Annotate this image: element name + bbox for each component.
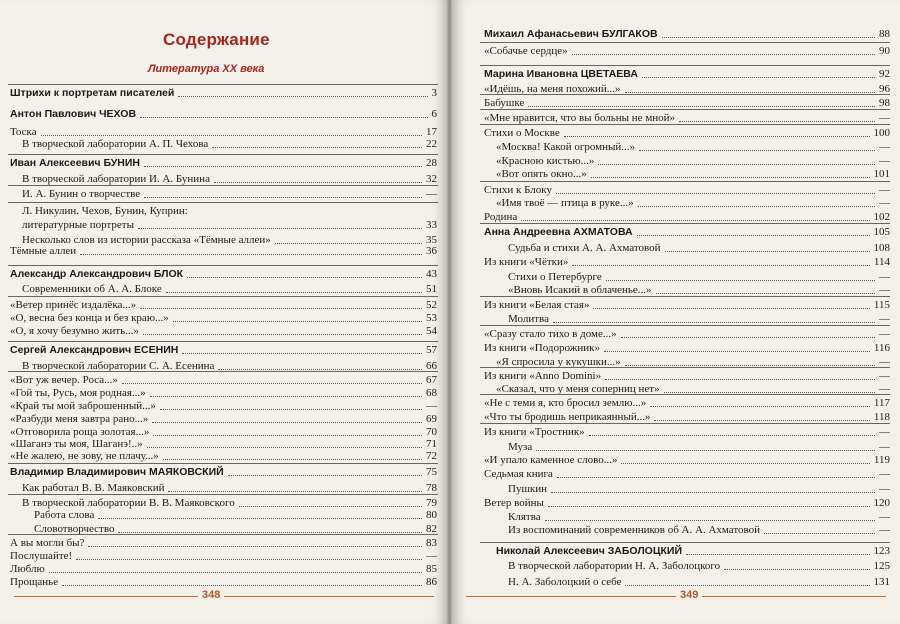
separator-line [8, 265, 438, 266]
toc-entry-title: Н. А. Заболоцкий о себе [508, 576, 622, 588]
toc-entry-title: Работа слова [34, 509, 95, 521]
separator-line [480, 423, 890, 424]
leader-dots [62, 585, 422, 586]
toc-entry-page: 85 [426, 563, 437, 575]
leader-dots [173, 321, 422, 322]
left-page [0, 0, 447, 624]
toc-entry-page: 36 [426, 245, 437, 257]
toc-entry[interactable] [10, 268, 437, 281]
toc-entry-title: Из воспоминаний современников об А. А. Ахматовой [508, 524, 761, 536]
toc-entry[interactable] [22, 283, 437, 296]
toc-entry[interactable] [508, 271, 890, 284]
toc-entry-page: 68 [426, 387, 437, 399]
toc-entry-title: «Сказал, что у меня соперниц нет» [496, 383, 660, 395]
toc-entry-title: «Разбуди меня завтра рано...» [10, 413, 149, 425]
toc-entry[interactable] [10, 312, 437, 325]
leader-dots [548, 506, 870, 507]
toc-entry-title: Клятва [508, 511, 541, 523]
toc-entry-title: «Не жалею, не зову, не плачу...» [10, 450, 159, 462]
toc-entry-title: Современники об А. А. Блоке [22, 283, 162, 295]
toc-entry-page: — [426, 400, 437, 412]
toc-entry[interactable] [484, 299, 890, 312]
separator-line [8, 185, 438, 186]
toc-entry-page: — [879, 328, 890, 340]
separator-line [8, 296, 438, 297]
toc-entry-title: «Вот опять окно...» [496, 168, 587, 180]
toc-entry[interactable] [484, 28, 890, 41]
leader-dots [143, 334, 422, 335]
toc-entry-title: Послушайте! [10, 550, 73, 562]
toc-entry[interactable] [22, 138, 437, 151]
leader-dots [551, 492, 875, 493]
toc-entry[interactable] [10, 387, 437, 400]
toc-entry-page: — [879, 141, 890, 153]
leader-dots [593, 308, 869, 309]
leader-dots [556, 193, 875, 194]
toc-entry[interactable] [508, 560, 890, 573]
toc-entry-title: «Вновь Исакий в облаченье...» [508, 284, 652, 296]
toc-entry-page: 79 [426, 497, 437, 509]
toc-entry-page: 114 [873, 256, 890, 268]
toc-entry-title: В творческой лаборатории В. В. Маяковского [22, 497, 235, 509]
toc-entry-page: 102 [873, 211, 890, 223]
toc-entry-title: Несколько слов из истории рассказа «Тёмные аллеи» [22, 234, 271, 246]
toc-entry[interactable] [484, 370, 890, 383]
toc-entry-page: — [879, 468, 890, 480]
toc-entry-page: 3 [431, 87, 437, 99]
toc-entry[interactable] [10, 466, 437, 479]
page-number: 349 [676, 589, 702, 601]
toc-entry-page: 33 [426, 219, 437, 231]
toc-entry[interactable] [484, 468, 890, 481]
toc-entry-title: «Шаганэ ты моя, Шаганэ!..» [10, 438, 143, 450]
toc-entry[interactable] [508, 576, 890, 589]
toc-entry[interactable] [484, 454, 890, 467]
toc-entry-title: Из книги «Подорожник» [484, 342, 600, 354]
toc-entry-page: 118 [873, 411, 890, 423]
toc-entry-page: — [879, 184, 890, 196]
leader-dots [564, 136, 870, 137]
toc-entry-title: Л. Никулин. Чехов, Бунин, Куприн: [22, 205, 188, 217]
separator-line [480, 124, 890, 125]
leader-dots [80, 254, 422, 255]
toc-entry-page: 71 [426, 438, 437, 450]
toc-entry-page: 131 [873, 576, 890, 588]
leader-dots [140, 117, 427, 118]
toc-entry[interactable] [10, 563, 437, 576]
leader-dots [589, 435, 875, 436]
leader-dots [604, 351, 870, 352]
toc-entry-page: 66 [426, 360, 437, 372]
toc-entry-title: Бабушке [484, 97, 525, 109]
toc-entry[interactable] [508, 524, 890, 537]
toc-entry-title: «Ветер принёс издалёка...» [10, 299, 137, 311]
toc-entry-page: — [879, 524, 890, 536]
toc-entry[interactable] [10, 450, 437, 463]
separator-line [480, 223, 890, 224]
separator-line [8, 371, 438, 372]
toc-entry-page: — [879, 383, 890, 395]
leader-dots [664, 392, 875, 393]
leader-dots [621, 463, 869, 464]
toc-entry-title: Пушкин [508, 483, 548, 495]
separator-line [8, 154, 438, 155]
toc-entry-page: 125 [873, 560, 890, 572]
toc-entry-page: 54 [426, 325, 437, 337]
leader-dots [228, 475, 422, 476]
leader-dots [642, 77, 875, 78]
toc-entry-page: — [879, 112, 890, 124]
leader-dots [178, 96, 427, 97]
toc-entry-title: «Сразу стало тихо в доме...» [484, 328, 617, 340]
toc-entry-page: 80 [426, 509, 437, 521]
leader-dots [160, 409, 422, 410]
leader-dots [656, 293, 875, 294]
toc-entry-title: «Идёшь, на меня похожий...» [484, 83, 621, 95]
toc-entry-page: — [879, 271, 890, 283]
toc-entry-page: — [879, 313, 890, 325]
toc-entry-page: 88 [879, 28, 890, 40]
toc-entry-page: — [879, 483, 890, 495]
toc-entry-page: 83 [426, 537, 437, 549]
toc-entry-title: Словотворчество [34, 523, 115, 535]
leader-dots [153, 435, 422, 436]
toc-entry-page: 22 [426, 138, 437, 150]
leader-dots [662, 37, 875, 38]
toc-entry[interactable] [484, 256, 890, 269]
toc-entry-title: Родина [484, 211, 518, 223]
toc-entry-title: Из книги «Тростник» [484, 426, 585, 438]
leader-dots [637, 235, 870, 236]
toc-entry-title: Александр Александрович БЛОК [10, 268, 184, 280]
toc-entry[interactable] [484, 127, 890, 140]
leader-dots [528, 106, 875, 107]
leader-dots [545, 520, 875, 521]
toc-entry[interactable] [496, 197, 890, 210]
toc-entry-title: Как работал В. В. Маяковский [22, 482, 165, 494]
leader-dots [654, 420, 869, 421]
toc-entry[interactable] [22, 219, 437, 232]
toc-entry[interactable] [496, 155, 890, 168]
toc-title: Содержание [163, 30, 270, 49]
leader-dots [212, 147, 422, 148]
leader-dots [163, 459, 422, 460]
toc-entry-page: — [879, 284, 890, 296]
toc-entry[interactable] [484, 184, 890, 197]
toc-entry-title: Антон Павлович ЧЕХОВ [10, 108, 137, 120]
toc-entry[interactable] [10, 374, 437, 387]
toc-entry-title: «Москва! Какой огромный...» [496, 141, 636, 153]
toc-entry-title: «Гой ты, Русь, моя родная...» [10, 387, 146, 399]
leader-dots [147, 447, 422, 448]
leader-dots [553, 322, 875, 323]
toc-entry-title: Марина Ивановна ЦВЕТАЕВА [484, 68, 638, 80]
toc-entry-page: — [879, 356, 890, 368]
toc-entry-title: «О, я хочу безумно жить...» [10, 325, 139, 337]
leader-dots [536, 450, 875, 451]
toc-entry-title: Стихи о Петербурге [508, 271, 602, 283]
toc-entry-page: — [879, 511, 890, 523]
toc-entry-title: Штрихи к портретам писателей [10, 87, 175, 99]
toc-entry[interactable] [10, 157, 437, 170]
leader-dots [168, 491, 422, 492]
toc-entry-title: Муза [508, 441, 533, 453]
toc-entry-page: 52 [426, 299, 437, 311]
leader-dots [665, 251, 870, 252]
leader-dots [122, 383, 422, 384]
toc-entry-title: Из книги «Чётки» [484, 256, 569, 268]
leader-dots [606, 280, 875, 281]
leader-dots [98, 518, 422, 519]
separator-line [480, 296, 890, 297]
toc-entry[interactable] [10, 550, 437, 563]
page-number: 348 [198, 589, 224, 601]
toc-entry[interactable] [484, 342, 890, 355]
toc-entry[interactable] [10, 576, 437, 589]
right-page [452, 0, 900, 624]
toc-entry[interactable] [508, 511, 890, 524]
toc-entry-title: В творческой лаборатории И. А. Бунина [22, 173, 210, 185]
leader-dots [214, 182, 422, 183]
toc-entry[interactable] [22, 188, 437, 201]
leader-dots [187, 277, 422, 278]
toc-entry-page: 96 [879, 83, 890, 95]
toc-entry-page: 67 [426, 374, 437, 386]
separator-line [8, 84, 438, 85]
toc-entry-title: В творческой лаборатории Н. А. Заболоцкого [508, 560, 721, 572]
leader-dots [639, 150, 875, 151]
toc-entry[interactable] [10, 537, 437, 550]
toc-entry-title: Михаил Афанасьевич БУЛГАКОВ [484, 28, 658, 40]
toc-entry-page: 117 [873, 397, 890, 409]
toc-entry[interactable] [484, 328, 890, 341]
toc-entry[interactable] [508, 483, 890, 496]
toc-entry-page: 28 [426, 157, 437, 169]
leader-dots [182, 353, 422, 354]
toc-entry-page: 43 [426, 268, 437, 280]
toc-entry-page: 115 [873, 299, 890, 311]
toc-entry[interactable] [10, 245, 437, 258]
toc-entry[interactable] [484, 497, 890, 510]
leader-dots [764, 533, 875, 534]
toc-entry[interactable] [10, 400, 437, 413]
toc-entry-page: 98 [879, 97, 890, 109]
leader-dots [686, 554, 869, 555]
separator-line [480, 42, 890, 43]
toc-entry[interactable] [484, 226, 890, 239]
toc-entry-title: Ветер войны [484, 497, 544, 509]
toc-entry-page: 35 [426, 234, 437, 246]
leader-dots [650, 406, 870, 407]
toc-entry[interactable] [34, 509, 437, 522]
leader-dots [49, 572, 422, 573]
toc-entry-page: — [426, 188, 437, 200]
toc-entry-page: 90 [879, 45, 890, 57]
toc-entry-title: Из книги «Anno Domini» [484, 370, 602, 382]
separator-line [8, 341, 438, 342]
leader-dots [679, 121, 875, 122]
leader-dots [598, 164, 875, 165]
toc-entry-title: В творческой лаборатории С. А. Есенина [22, 360, 215, 372]
leader-dots [625, 585, 869, 586]
toc-entry-title: Анна Андреевна АХМАТОВА [484, 226, 633, 238]
leader-dots [521, 220, 869, 221]
toc-entry[interactable] [496, 141, 890, 154]
toc-entry-title: Тёмные аллеи [10, 245, 77, 257]
separator-line [8, 494, 438, 495]
leader-dots [150, 396, 422, 397]
toc-entry[interactable] [10, 325, 437, 338]
toc-entry[interactable] [508, 441, 890, 454]
toc-entry[interactable] [10, 87, 437, 100]
toc-entry-title: «Край ты мой заброшенный...» [10, 400, 156, 412]
toc-entry[interactable] [10, 344, 437, 357]
toc-entry-title: Тоска [10, 126, 37, 138]
toc-entry-title: И. А. Бунин о творчестве [22, 188, 141, 200]
leader-dots [140, 308, 422, 309]
toc-entry-title: «О, весна без конца и без краю...» [10, 312, 169, 324]
separator-line [480, 94, 890, 95]
toc-entry-page: — [426, 550, 437, 562]
toc-entry[interactable] [508, 242, 890, 255]
toc-entry-page: — [879, 370, 890, 382]
toc-entry-title: Молитва [508, 313, 549, 325]
toc-entry[interactable] [10, 108, 437, 121]
toc-entry-title: «Собачье сердце» [484, 45, 568, 57]
toc-entry-title: Прощанье [10, 576, 59, 588]
toc-entry-page: 72 [426, 450, 437, 462]
toc-entry-title: Из книги «Белая стая» [484, 299, 590, 311]
toc-entry-page: 119 [873, 454, 890, 466]
separator-line [480, 542, 890, 543]
toc-entry-page: 100 [873, 127, 890, 139]
toc-entry-page: 82 [426, 523, 437, 535]
toc-entry[interactable] [484, 68, 890, 81]
toc-entry[interactable] [10, 299, 437, 312]
leader-dots [41, 135, 422, 136]
toc-entry[interactable] [22, 205, 437, 218]
toc-entry-title: «И упало каменное слово...» [484, 454, 618, 466]
toc-entry-page: 123 [873, 545, 890, 557]
toc-entry-title: Владимир Владимирович МАЯКОВСКИЙ [10, 466, 224, 478]
toc-entry-title: «Я спросила у кукушки...» [496, 356, 621, 368]
leader-dots [144, 197, 422, 198]
leader-dots [621, 337, 875, 338]
toc-entry-page: 92 [879, 68, 890, 80]
toc-entry-title: «Не с теми я, кто бросил землю...» [484, 397, 647, 409]
separator-line [480, 181, 890, 182]
toc-entry-page: 53 [426, 312, 437, 324]
toc-entry-title: Стихи о Москве [484, 127, 560, 139]
leader-dots [605, 379, 875, 380]
leader-dots [572, 265, 870, 266]
toc-entry-title: «Мне нравится, что вы больны не мной» [484, 112, 676, 124]
toc-entry-page: 17 [426, 126, 437, 138]
toc-entry-page: 120 [873, 497, 890, 509]
leader-dots [239, 506, 422, 507]
toc-entry-title: Седьмая книга [484, 468, 553, 480]
toc-entry[interactable] [484, 397, 890, 410]
toc-entry-title: литературные портреты [22, 219, 134, 231]
toc-entry-page: 105 [873, 226, 890, 238]
toc-entry-title: В творческой лаборатории А. П. Чехова [22, 138, 209, 150]
toc-entry-page: 32 [426, 173, 437, 185]
toc-entry-page: 6 [431, 108, 437, 120]
toc-entry-title: Николай Алексеевич ЗАБОЛОЦКИЙ [496, 545, 683, 557]
leader-dots [218, 369, 422, 370]
toc-entry-title: Стихи к Блоку [484, 184, 552, 196]
leader-dots [724, 569, 869, 570]
toc-entry[interactable] [10, 413, 437, 426]
toc-entry-page: 70 [426, 426, 437, 438]
toc-entry-page: 101 [873, 168, 890, 180]
leader-dots [625, 92, 875, 93]
toc-entry-page: 57 [426, 344, 437, 356]
leader-dots [275, 243, 422, 244]
toc-entry-title: Сергей Александрович ЕСЕНИН [10, 344, 179, 356]
toc-entry-page: — [879, 155, 890, 167]
toc-entry-page: — [879, 441, 890, 453]
toc-entry-page: 86 [426, 576, 437, 588]
toc-entry-title: «Красною кистью...» [496, 155, 595, 167]
toc-entry-page: 69 [426, 413, 437, 425]
leader-dots [625, 365, 875, 366]
separator-line [8, 202, 438, 203]
leader-dots [572, 54, 875, 55]
toc-entry-page: 51 [426, 283, 437, 295]
toc-entry-title: «Вот уж вечер. Роса...» [10, 374, 118, 386]
toc-entry-page: — [879, 197, 890, 209]
leader-dots [144, 166, 422, 167]
toc-entry[interactable] [484, 426, 890, 439]
separator-line [480, 394, 890, 395]
toc-entry-title: «Имя твоё — птица в руке...» [496, 197, 634, 209]
leader-dots [591, 177, 870, 178]
separator-line [8, 534, 438, 535]
toc-entry-title: А вы могли бы? [10, 537, 85, 549]
toc-entry-title: Люблю [10, 563, 45, 575]
toc-entry[interactable] [484, 45, 890, 58]
leader-dots [88, 546, 422, 547]
separator-line [8, 463, 438, 464]
toc-entry-title: «Что ты бродишь неприкаянный...» [484, 411, 651, 423]
leader-dots [76, 559, 422, 560]
toc-entry-title: «Отговорила роща золотая...» [10, 426, 150, 438]
toc-entry-title: Иван Алексеевич БУНИН [10, 157, 141, 169]
leader-dots [638, 206, 875, 207]
toc-entry-page: 116 [873, 342, 890, 354]
toc-entry[interactable] [496, 545, 890, 558]
toc-entry-title: Судьба и стихи А. А. Ахматовой [508, 242, 661, 254]
leader-dots [557, 477, 875, 478]
toc-entry-page: 75 [426, 466, 437, 478]
leader-dots [138, 228, 422, 229]
toc-entry-page: 108 [873, 242, 890, 254]
leader-dots [118, 532, 422, 533]
separator-line [480, 325, 890, 326]
leader-dots [166, 292, 422, 293]
separator-line [480, 65, 890, 66]
toc-subtitle: Литература XX века [148, 63, 265, 75]
toc-entry-page: 78 [426, 482, 437, 494]
toc-entry-page: — [879, 426, 890, 438]
leader-dots [152, 422, 422, 423]
toc-entry[interactable] [496, 168, 890, 181]
separator-line [480, 367, 890, 368]
separator-line [480, 109, 890, 110]
